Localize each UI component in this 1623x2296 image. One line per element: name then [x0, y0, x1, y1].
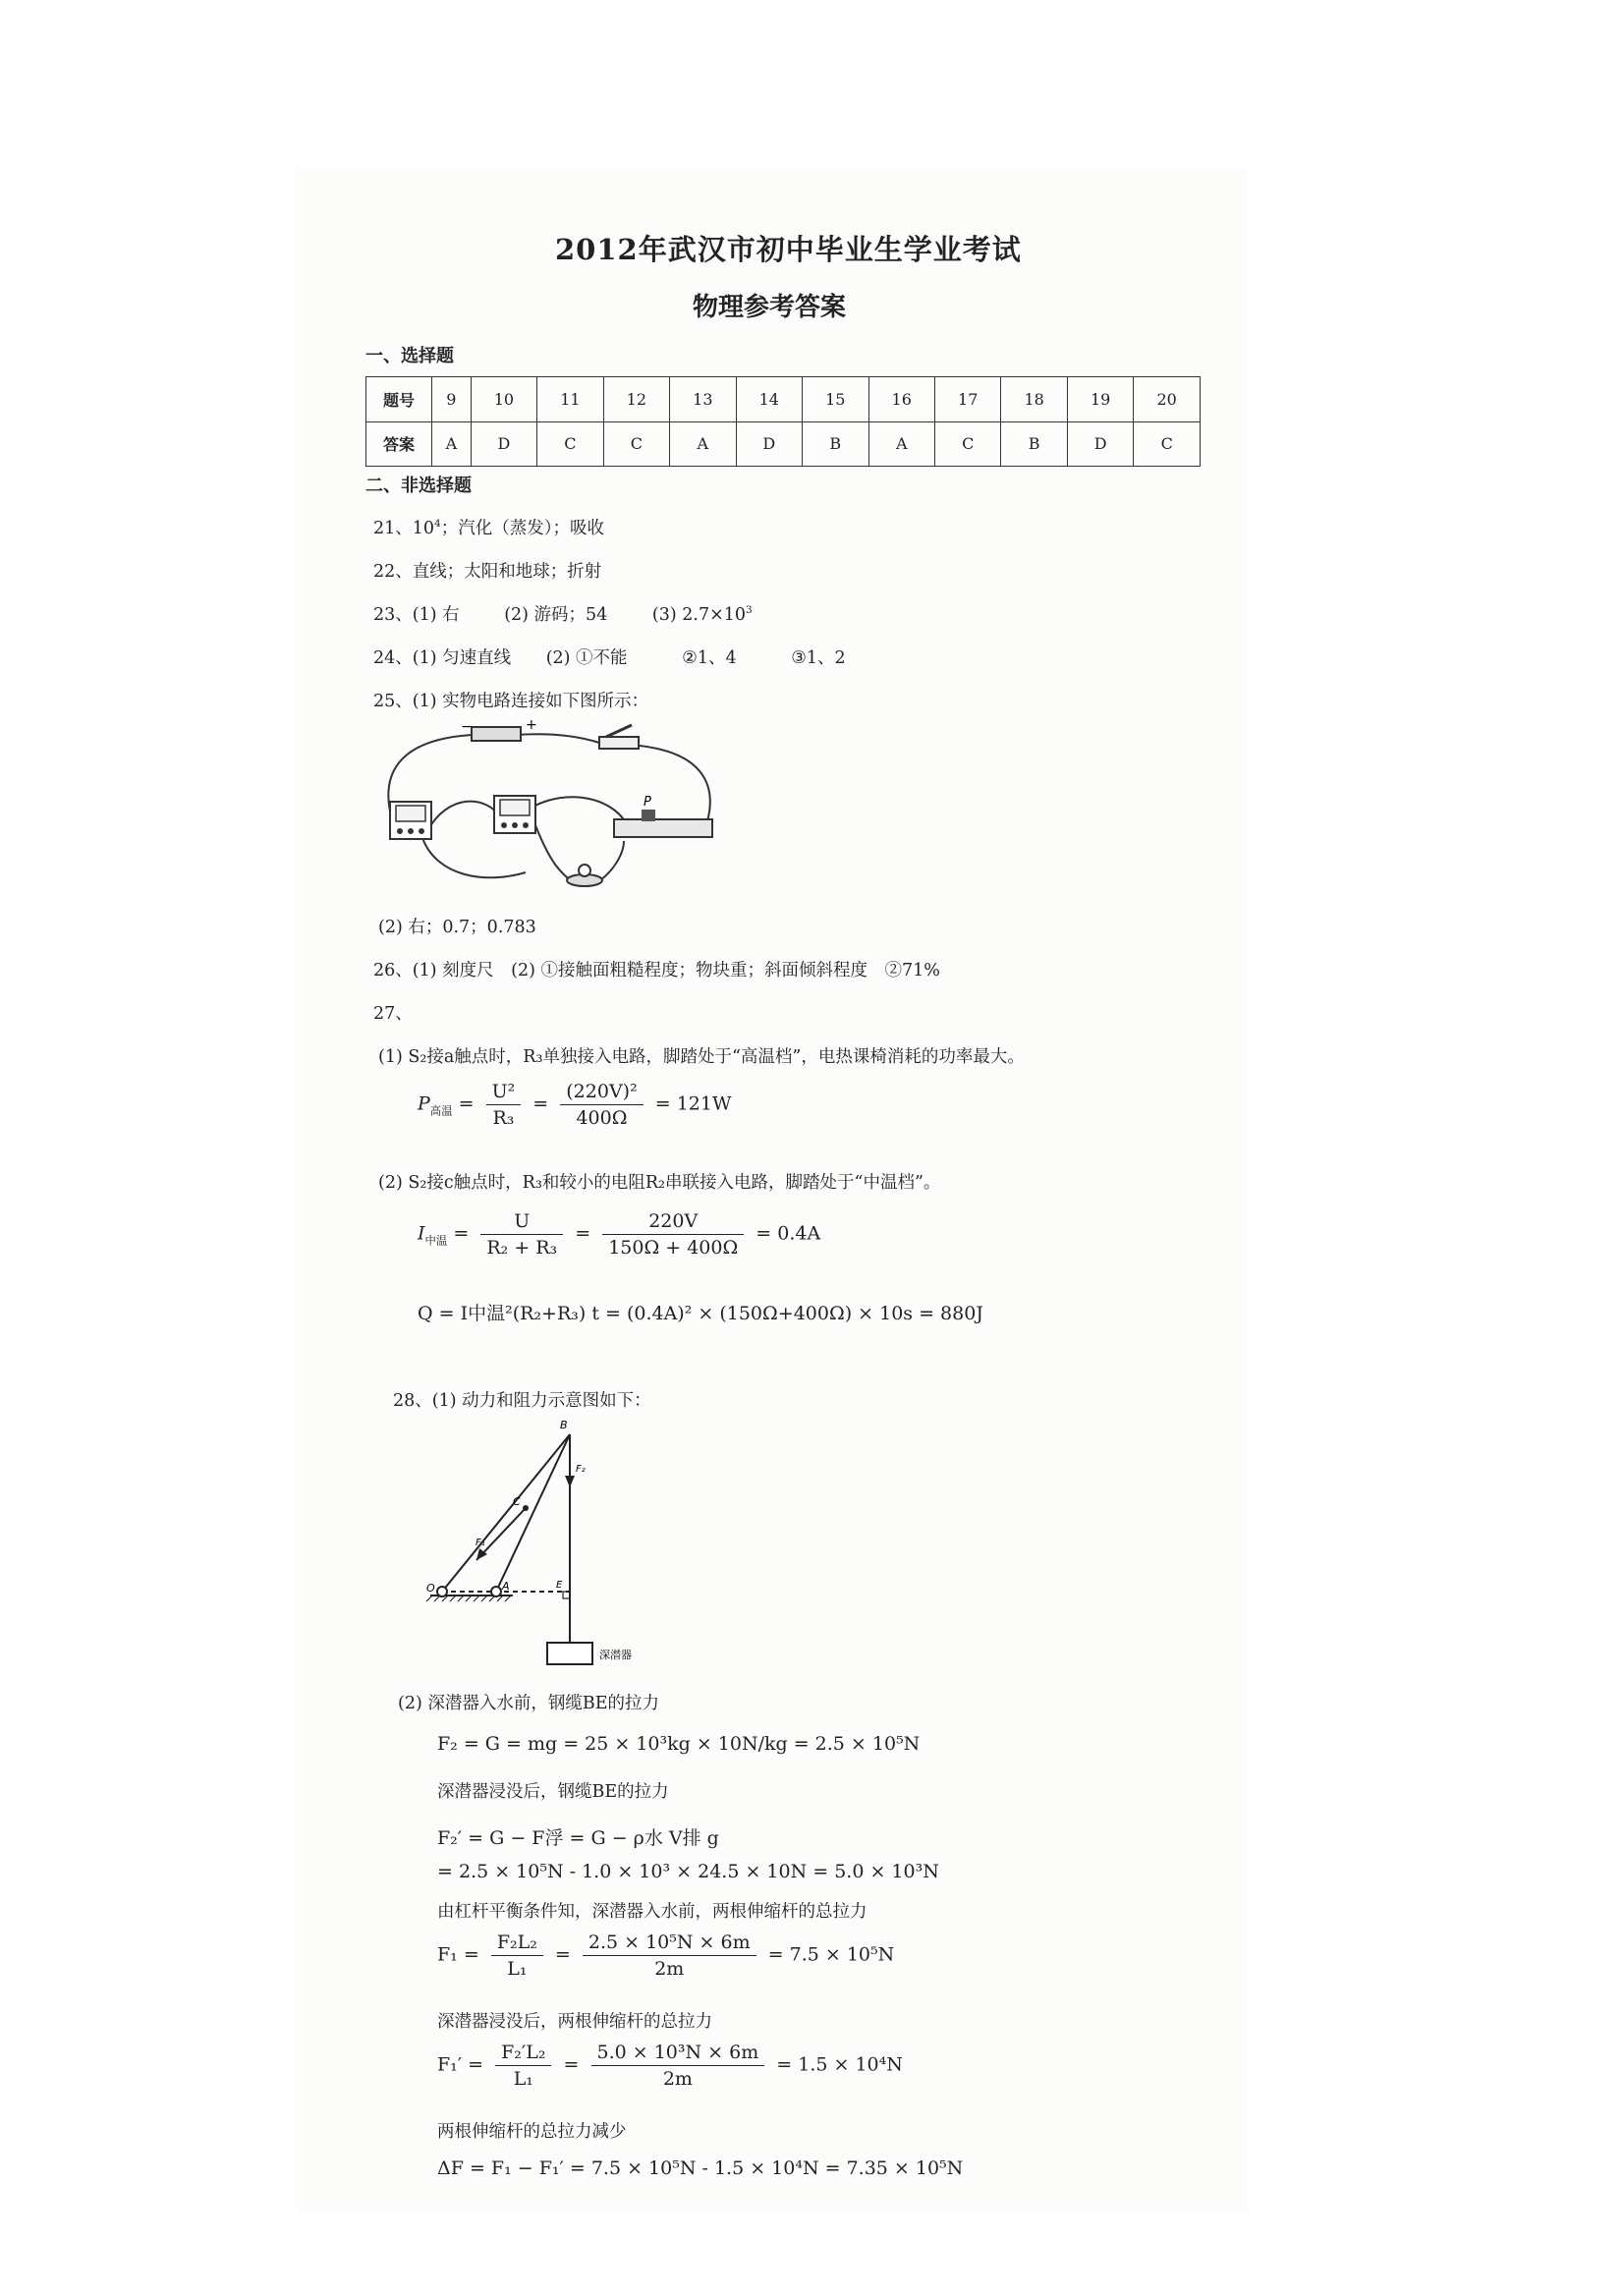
answer-21: [373, 515, 604, 539]
svg-text:+: +: [526, 717, 537, 733]
answer-23-part2: (2) 游码；54: [504, 605, 608, 625]
answer-28-decrease: 两根伸缩杆的总拉力减少: [437, 2122, 627, 2142]
formula-lhs: I: [418, 1222, 425, 1245]
answer-24-part2: (2) ①不能: [545, 648, 628, 668]
telescopic-rod-line: [442, 1434, 570, 1592]
question-number: 18: [1001, 377, 1067, 422]
formula-f2-prime: F₂′ = G − F浮 = G − ρ水 V排 g: [437, 1827, 719, 1849]
question-number: 12: [603, 377, 669, 422]
answer-cell: C: [934, 421, 1000, 467]
formula-lhs: F₁ =: [437, 1943, 479, 1966]
page-title: 2012年武汉市初中毕业生学业考试: [555, 233, 1022, 266]
table-row: [366, 421, 1201, 467]
formula-lhs-sub: 中温: [424, 1233, 448, 1248]
label-E: E: [556, 1580, 563, 1591]
label-F2: F₂: [576, 1464, 586, 1475]
question-number: 9: [432, 377, 472, 422]
answer-28-lever-condition: 由杠杆平衡条件知，深潜器入水前，两根伸缩杆的总拉力: [437, 1902, 867, 1922]
formula-delta-f: ΔF = F₁ − F₁′ = 7.5 × 10⁵N - 1.5 × 10⁴N = 7.35 × 10⁵N: [437, 2157, 964, 2179]
fraction: $\frac{U}{\text{R₂ + R₃}}$: [480, 1210, 563, 1259]
submersible-box: [547, 1643, 592, 1664]
circuit-diagram: [378, 715, 722, 892]
answer-cell: C: [537, 421, 603, 467]
page-subtitle: 物理参考答案: [693, 293, 847, 322]
answer-cell: A: [868, 421, 934, 467]
rheostat-icon: [614, 819, 712, 837]
answer-23-part1: 23、(1) 右: [373, 605, 460, 625]
answer-cell: A: [432, 421, 472, 467]
question-number: 16: [868, 377, 934, 422]
fraction: $\frac{\text{U²}}{\text{R₃}}$: [486, 1081, 522, 1129]
question-number: 11: [537, 377, 603, 422]
table-header-cell: 答案: [366, 421, 432, 467]
answer-cell: C: [603, 421, 669, 467]
wire: [516, 734, 599, 743]
question-number: 17: [934, 377, 1000, 422]
formula-f1-prime: F₁′ = $\frac{\text{F₂′L₂}}{\text{L₁}}$ = $\frac{\text{5.0 × 10³N × 6m}}{2m}$ = 1.5 × 10⁴N: [437, 2042, 903, 2090]
question-number: 13: [670, 377, 736, 422]
fraction: $\frac{220V}{150\Omega + 400\Omega}$: [602, 1210, 744, 1259]
answer-cell: D: [1067, 421, 1133, 467]
formula-result: = 1.5 × 10⁴N: [776, 2053, 903, 2076]
answer-table: [365, 376, 1201, 467]
answer-21-pre: 21、10: [373, 519, 435, 538]
fraction: $\frac{\text{5.0 × 10³N × 6m}}{2m}$: [591, 2042, 765, 2090]
table-header-cell: 题号: [366, 377, 432, 422]
answer-25-part1: 25、(1) 实物电路连接如下图所示：: [373, 692, 649, 711]
question-number: 10: [471, 377, 536, 422]
answer-27-part2: (2) S₂接c触点时，R₃和较小的电阻R₂串联接入电路，脚踏处于“中温档”。: [378, 1173, 941, 1193]
answer-cell: C: [1134, 421, 1201, 467]
answer-22: 22、直线；太阳和地球；折射: [373, 562, 602, 582]
fraction: $\frac{\text{F₂L₂}}{\text{L₁}}$: [491, 1932, 543, 1980]
label-F1: F₁: [476, 1538, 485, 1548]
formula-lhs-sub: 高温: [429, 1103, 453, 1118]
fraction: $\frac{\text{2.5 × 10⁵N × 6m}}{2m}$: [583, 1932, 756, 1980]
formula-lhs: P: [418, 1092, 430, 1115]
answer-21-post: ；汽化（蒸发）；吸收: [440, 519, 604, 538]
answer-28-part1: 28、(1) 动力和阻力示意图如下：: [393, 1391, 651, 1411]
label-B: B: [560, 1419, 568, 1431]
answer-cell: D: [471, 421, 536, 467]
formula-f2-prime-value: = 2.5 × 10⁵N - 1.0 × 10³ × 24.5 × 10N = 5.0 × 10³N: [437, 1861, 939, 1882]
formula-result: = 7.5 × 10⁵N: [767, 1943, 895, 1966]
formula-result: 0.4A: [777, 1222, 821, 1245]
answer-24-part3: ②1、4: [682, 648, 737, 668]
answer-cell: B: [803, 421, 868, 467]
answer-24-part1: 24、(1) 匀速直线: [373, 648, 512, 668]
answer-28-after-submerge: 深潜器浸没后，钢缆BE的拉力: [437, 1782, 669, 1802]
answer-26: 26、(1) 刻度尺 (2) ①接触面粗糙程度；物块重；斜面倾斜程度 ②71%: [373, 961, 940, 980]
table-row: [366, 377, 1201, 422]
formula-f1: F₁ = $\frac{\text{F₂L₂}}{\text{L₁}}$ = $\frac{\text{2.5 × 10⁵N × 6m}}{2m}$ = 7.5 × 10⁵N: [437, 1932, 895, 1980]
answer-cell: D: [736, 421, 802, 467]
fraction: $\frac{\text{(220V)²}}{400\Omega}$: [560, 1081, 643, 1129]
label-A: A: [502, 1580, 510, 1593]
section-non-choice: 二、非选择题: [365, 476, 472, 496]
formula-lhs: F₁′ =: [437, 2053, 484, 2076]
svg-text:−: −: [461, 719, 473, 735]
answer-24-part4: ③1、2: [791, 648, 846, 668]
arrowhead: [565, 1476, 575, 1487]
question-number: 19: [1067, 377, 1133, 422]
question-number: 14: [736, 377, 802, 422]
question-number: 15: [803, 377, 868, 422]
formula-high-power: $P_{高温}$ = $\frac{\text{U²}}{\text{R₃}}$ = $\frac{\text{(220V)²}}{400\Omega}$ = 121W: [418, 1081, 732, 1129]
formula-heat: Q = I中温²(R₂+R₃) t = (0.4A)² × (150Ω+400Ω) × 10s = 880J: [418, 1303, 983, 1324]
label-O: O: [426, 1582, 435, 1595]
lever-diagram: [422, 1415, 678, 1670]
question-number: 20: [1134, 377, 1201, 422]
label-C: C: [513, 1495, 521, 1508]
label-submersible: 深潜器: [599, 1649, 632, 1661]
wire: [629, 745, 710, 821]
answer-28-submerged-total: 深潜器浸没后，两根伸缩杆的总拉力: [437, 2012, 712, 2032]
battery-icon: [472, 727, 521, 741]
answer-cell: B: [1001, 421, 1067, 467]
answer-23-part3: (3) 2.7×10: [651, 605, 747, 625]
formula-f2: F₂ = G = mg = 25 × 10³kg × 10N/kg = 2.5 × 10⁵N: [437, 1733, 921, 1755]
svg-text:P: P: [644, 795, 651, 810]
answer-27-label: 27、: [373, 1004, 413, 1024]
answer-cell: A: [670, 421, 736, 467]
formula-result: 121W: [676, 1092, 732, 1115]
fraction: $\frac{\text{F₂′L₂}}{\text{L₁}}$: [495, 2042, 551, 2090]
answer-25-part2: (2) 右；0.7；0.783: [378, 918, 536, 937]
answer-23: [373, 601, 753, 626]
answer-28-part2-intro: (2) 深潜器入水前，钢缆BE的拉力: [398, 1694, 659, 1713]
answer-21-exp: 4: [434, 518, 441, 531]
formula-current: $I_{中温}$ = $\frac{U}{\text{R₂ + R₃}}$ = $\frac{220V}{150\Omega + 400\Omega}$ = 0.4A: [418, 1210, 821, 1259]
answer-24: [373, 644, 846, 669]
answer-27-part1: (1) S₂接a触点时，R₃单独接入电路，脚踏处于“高温档”，电热课椅消耗的功率最大。: [378, 1047, 1025, 1067]
section-multiple-choice: 一、选择题: [365, 346, 454, 366]
switch-icon: [599, 737, 639, 749]
answer-23-exp: 3: [746, 604, 753, 617]
